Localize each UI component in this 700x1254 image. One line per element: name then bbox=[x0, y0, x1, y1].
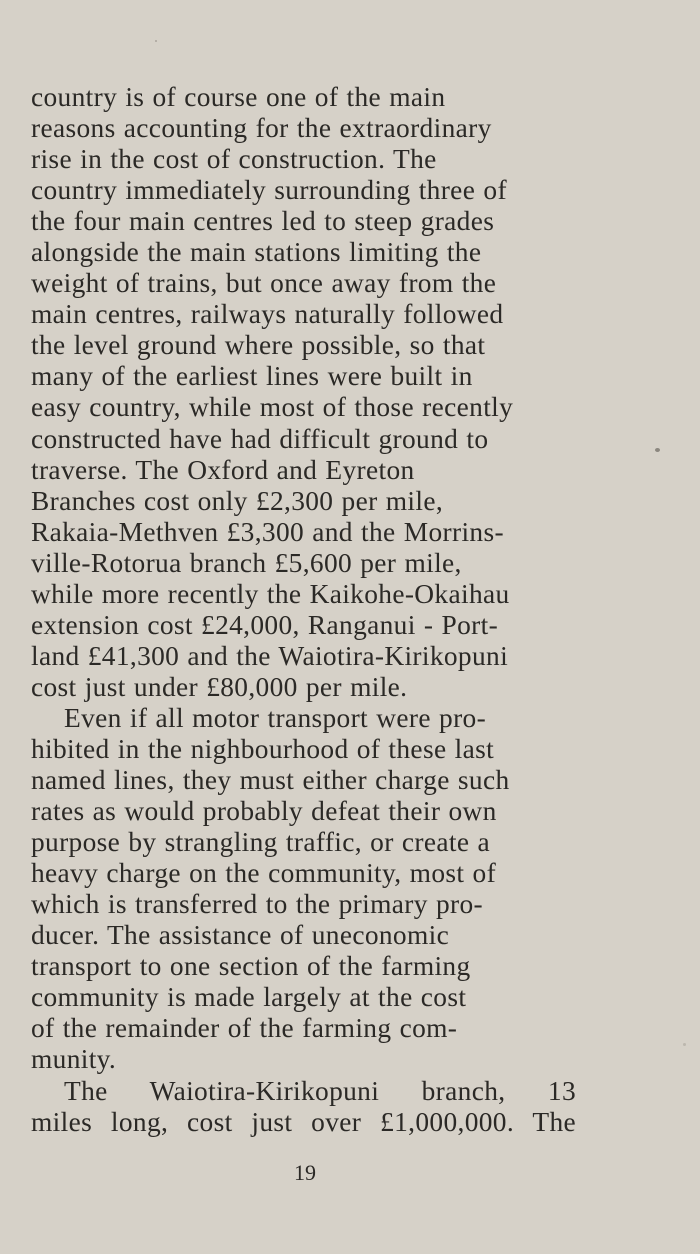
body-text bbox=[31, 82, 576, 1138]
paragraph-3: The Waiotira-Kirikopuni branch, 13 miles long, cost just over £1,000,000. The bbox=[31, 1075, 576, 1137]
paper-speck bbox=[683, 1043, 686, 1046]
paper-speck bbox=[155, 40, 157, 42]
paragraph-2: Even if all motor transport were pro- hibited in the nighbourhood of these last named lines, they must either charge such rates as would probably defeat their own purpose by strangling traffic, or create a heavy charge on the community, most of which is transferred to the primary pro- ducer. The assistance of uneconomic transport to one section of the farming community is made largely at the cost of the remainder of the farming com- munity. bbox=[31, 702, 510, 1075]
paragraph-1: country is of course one of the main reasons accounting for the extraordinary rise in the cost of construction. The country immediately surrounding three of the four main centres led to steep grades alongside the main stations limiting the weight of trains, but once away from the main centres, railways naturally followed the level ground where possible, so that many of the earliest lines were built in easy country, while most of those recently constructed have had difficult ground to traverse. The Oxford and Eyreton Branches cost only £2,300 per mile, Rakaia-Methven £3,300 and the Morrins- ville-Rotorua branch £5,600 per mile, while more recently the Kaikohe-Okaihau extension cost £24,000, Ranganui - Port- land £41,300 and the Waiotira-Kirikopuni cost just under £80,000 per mile. bbox=[31, 82, 514, 702]
page-number: 19 bbox=[294, 1160, 316, 1185]
paper-speck bbox=[655, 448, 660, 452]
